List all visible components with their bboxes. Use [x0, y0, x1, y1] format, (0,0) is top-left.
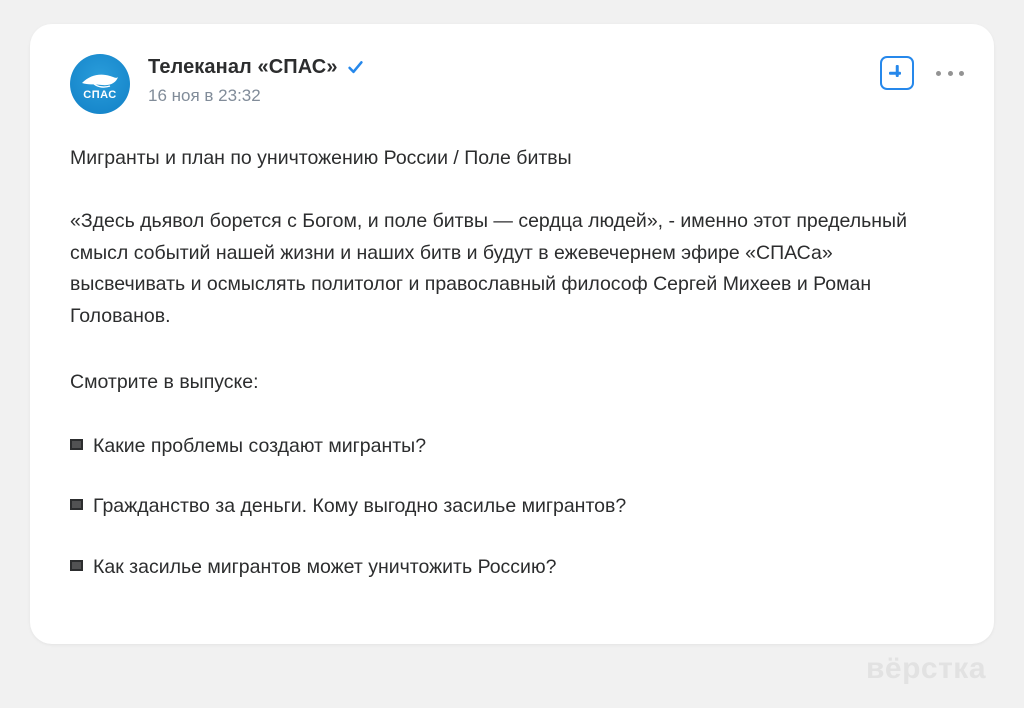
post-paragraph-1: «Здесь дьявол борется с Богом, и поле битвы — сердца людей», - именно этот предельный смысл событий нашей жизни и наших битв и будут в ежевечернем эфире «СПАСа» высвечивать и осмыслять политолог и православный философ Сергей Михеев и Роман Голованов. [70, 210, 907, 327]
post-card [30, 24, 994, 644]
dove-icon [80, 71, 120, 91]
list-item [70, 432, 956, 460]
list-item-label: Как засилье мигрантов может уничтожить Россию? [93, 555, 557, 578]
avatar[interactable] [70, 54, 130, 114]
post-header [70, 50, 964, 120]
bullet-list [70, 432, 956, 581]
verified-badge-icon [346, 58, 365, 77]
post-paragraph-2: Смотрите в выпуске: [70, 370, 259, 393]
list-item-label: Гражданство за деньги. Кому выгодно засилье мигрантов? [93, 495, 627, 518]
header-actions [880, 56, 964, 90]
post-title: Мигранты и план по уничтожению России / Поле битвы [70, 147, 572, 169]
more-horizontal-icon[interactable] [936, 62, 964, 84]
square-bullet-icon [70, 499, 83, 510]
plus-in-square-icon[interactable] [880, 56, 914, 90]
square-bullet-icon [70, 439, 83, 450]
watermark: вёрстка [865, 652, 986, 685]
list-item-label: Какие проблемы создают мигранты? [93, 435, 427, 458]
author-line [148, 56, 365, 79]
author-name[interactable]: Телеканал «СПАС» [148, 56, 338, 78]
post-body [70, 144, 956, 613]
list-item [70, 553, 956, 581]
list-item [70, 492, 956, 520]
square-bullet-icon [70, 560, 83, 571]
avatar-label: СПАС [83, 89, 117, 101]
post-date[interactable]: 16 ноя в 23:32 [148, 86, 261, 105]
